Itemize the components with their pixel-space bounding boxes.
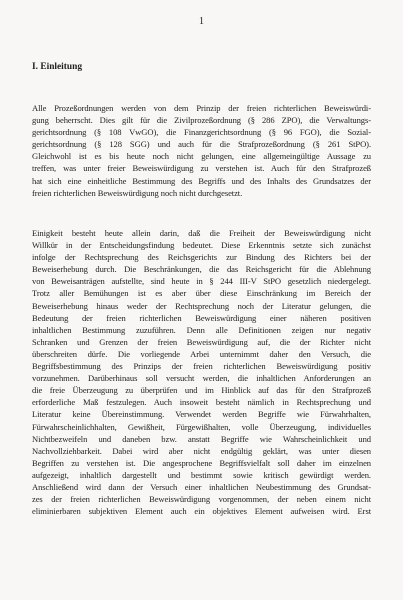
text-line: treffen, was unter freier Beweiswürdigung zu verstehen ist. Auch für den Strafprozeß [32,163,371,174]
text-line: Beweiserhebung hinaus weder der Rechtsprechung noch der Literatur gelungen, die [32,300,371,311]
text-line: Alle Prozeßordnungen werden von dem Prinzip der freien richterlichen Beweiswürdi- [32,103,371,113]
text-line: die freie Überzeugung zu überprüfen und im Hinblick auf das für den Strafprozeß [32,385,371,396]
text-line: aufgezeigt, inhaltlich dargestellt und bestimmt sowie kritisch gewürdigt werden. [32,469,371,480]
text-line: eliminierbaren subjektiven Element auch ein objektives Element aufweisen wird. Erst [32,506,371,517]
text-line: gung beherrscht. Dies gilt für die Zivilprozeßordnung (§ 286 ZPO), die Verwaltungs- [32,115,371,126]
text-line: Einigkeit besteht heute allein darin, daß die Freiheit der Beweiswürdigung nicht [32,228,371,238]
paragraph-1 [32,102,371,199]
text-line: erforderliche Maß festzulegen. Auch insoweit besteht nämlich in Rechtsprechung und [32,397,371,408]
text-line: inhaltlichen Bestimmung zuzuführen. Denn alle Definitionen zeigen nur negativ [32,324,371,335]
text-line: hat sich eine einheitliche Bestimmung des Begriffs und des Inhalts des Grundsatzes der [32,175,371,186]
text-line: freien richterlichen Beweiswürdigung noch nicht durchgesetzt. [32,187,243,198]
page-number: 1 [199,16,204,27]
text-line: Begriffsbestimmung des Prinzips der freien richterlichen Beweiswürdigung positiv [32,361,371,372]
text-line: Schranken und Grenzen der freien Beweiswürdigung auf, die der Richter nicht [32,336,371,347]
paragraph-2 [32,227,371,517]
text-line: Nichtbezweifeln und daneben bzw. anstatt Begriffe wie Wahrscheinlichkeit und [32,433,371,444]
text-line: Nachvollziehbarkeit. Dabei wird aber nicht endgültig geklärt, was unter diesen [32,445,371,456]
section-heading: I. Einleitung [32,62,83,72]
text-line: von Beweisanträgen aufstellte, sind heute in § 244 III-V StPO gesetzlich niedergelegt. [32,276,371,287]
text-line: gerichtsordnung (§ 128 SGG) und auch für die Strafprozeßordnung (§ 261 StPO). [32,139,371,150]
text-line: zes der freien richterlichen Beweiswürdigung vorgenommen, der neben einem nicht [32,494,371,505]
text-line: infolge der Rechtsprechung des Reichsgerichts zur Bindung des Richters bei der [32,252,371,263]
text-line: Willkür in der Entscheidungsfindung bedeutet. Diese Erkenntnis setzte sich zunächst [32,240,371,251]
text-line: Begriffen zu verstehen ist. Die angesprochene Begriffsvielfalt soll daher im einzelnen [32,457,371,468]
text-line: Beweiserhebung durch. Die Beschränkungen, die das Reichsgericht für die Ablehnung [32,264,371,275]
text-line: gerichtsordnung (§ 108 VwGO), die Finanzgerichtsordnung (§ 96 FGO), die Sozial- [32,127,371,138]
text-line: überschreiten dürfe. Die vorliegende Arbei unternimmt daher den Versuch, die [32,348,371,359]
text-line: Bedeutung der freien richterlichen Beweiswürdigung einer näheren positiven [32,312,371,323]
text-line: vorzunehmen. Darüberhinaus soll versucht werden, die inhaltlichen Anforderungen an [32,373,371,384]
text-line: Literatur keine Übereinstimmung. Verwendet werden Begriffe wie Fürwahrhalten, [32,409,371,420]
text-line: Anschließend wird dann der Versuch einer inhaltlichen Neubestimmung des Grundsat- [32,481,371,492]
text-line: Trotz aller Bemühungen ist es aber über diese Einschränkung im Bereich der [32,288,371,299]
text-line: Gleichwohl ist es bis heute noch nicht gelungen, eine allgemeingültige Aussage zu [32,151,371,162]
text-line: Fürwahrscheinlichhalten, Gewißheit, Fürgewißhalten, volle Überzeugung, individuelles [32,421,371,432]
